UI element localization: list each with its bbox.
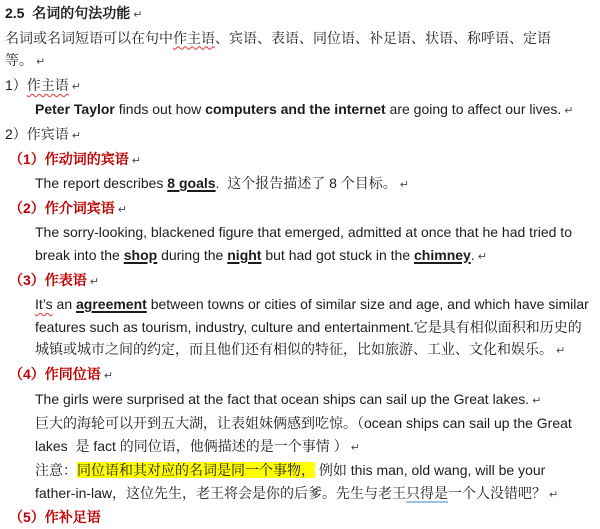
text-segment: 2）作宾语 [5,125,69,142]
note-line-2 [5,482,595,507]
text-segment: 等。 [5,52,33,69]
text-segment: The report describes [35,175,168,192]
text-segment: The girls were surprised at the fact that ocean ships can sail up the Great lakes. [35,390,530,407]
text-segment: （3）作表语 [9,271,87,288]
text-segment: agreement [76,296,147,313]
text-segment: 2.5 名词的句法功能 [5,5,131,21]
pilcrow-icon: ↵ [564,105,574,118]
appositive-translation-line-2 [5,435,595,460]
text-segment: 巨大的海轮可以开到五大湖，让表姐妹俩感到吃惊。（ocean ships can sail up the Great [35,415,572,432]
text-segment: between towns or cities of similar size and age, and which have similar [146,296,589,313]
red-subheading-5 [5,506,595,529]
pilcrow-icon: ↵ [133,9,143,21]
pilcrow-icon: ↵ [549,488,559,501]
pilcrow-icon: ↵ [350,441,360,454]
text-segment: lakes 是 fact 的同位语，他俩描述的是一个事情 ） [35,437,348,454]
text-segment: （2）作介词宾语 [9,199,115,216]
section-title [5,2,595,27]
pilcrow-icon: ↵ [532,394,542,407]
text-segment: 8 goals [167,175,216,192]
text-segment: 名词或名词短语可以在句中 [5,29,173,46]
text-segment: . 这个报告描述了 8 个目标。 [215,175,397,192]
text-segment: but had got stuck in the [261,246,415,263]
heading-object [5,123,595,148]
text-segment: 同位语和其对应的名词是同一个事物， [77,462,315,479]
text-segment: night [227,246,262,263]
text-segment: （5）作补足语 [9,509,101,526]
intro-line-2 [5,49,595,74]
pilcrow-icon: ↵ [71,80,82,93]
text-segment: 1） [5,76,27,93]
example-prep-object-line-1 [5,221,595,244]
text-segment: （1）作动词的宾语 [9,150,129,167]
red-subheading-4 [5,363,595,388]
text-segment: 例如 this man, old wang, will be your [315,462,546,479]
pilcrow-icon: ↵ [117,203,128,216]
pilcrow-icon: ↵ [131,154,142,167]
red-subheading-2 [5,197,595,222]
text-segment: father-in-law，这位先生，老王将会是你的后爹。先生与老王 [35,484,407,501]
example-prep-object-line-2 [5,244,595,269]
intro-line-1 [5,27,595,50]
text-segment: . [470,246,475,263]
text-segment: 、宾语、表语、同位语、补足语、状语、称呼语、定语 [215,29,551,46]
example-predicative-line-2 [5,316,595,339]
text-segment: shop [123,246,158,263]
text-segment: 一个人没错吧？ [448,484,547,501]
pilcrow-icon: ↵ [103,369,114,382]
note-line-1 [5,459,595,482]
red-subheading-1 [5,148,595,173]
text-segment: 注意： [35,462,77,479]
text-segment: （4）作同位语 [9,365,101,382]
text-segment: 作主语 [26,76,69,93]
text-segment: during the [157,246,228,263]
pilcrow-icon: ↵ [89,275,100,288]
example-predicative-line-3 [5,338,595,363]
text-segment: break into the [35,246,124,263]
appositive-translation-line-1 [5,412,595,435]
text-segment: Peter Taylor [35,101,115,118]
text-segment: are going to affect our lives. [385,101,562,118]
text-segment: an [52,296,76,313]
pilcrow-icon: ↵ [71,129,82,142]
example-appositive-english [5,388,595,413]
example-verb-object [5,172,595,197]
heading-subject [5,74,595,99]
text-segment: finds out how [114,101,206,118]
pilcrow-icon: ↵ [556,345,566,358]
pilcrow-icon: ↵ [399,179,409,192]
text-segment: 作主语 [173,29,215,46]
text-segment: chimney [414,246,471,263]
text-segment: 只得是 [406,485,448,504]
text-segment: 城镇或城市之间的约定，而且他们还有相似的特征，比如旅游、工业、文化和娱乐。 [35,341,553,358]
text-segment: It’s [35,296,53,313]
example-predicative-line-1 [5,293,595,316]
text-segment: The sorry-looking, blackened figure that emerged, admitted at once that he had tried to [35,224,572,241]
red-subheading-3 [5,269,595,294]
pilcrow-icon: ↵ [36,56,46,69]
text-segment: features such as tourism, industry, culture and entertainment.它是具有相似面积和历史的 [35,318,582,335]
text-segment: computers and the internet [205,101,386,118]
example-subject [5,98,595,123]
pilcrow-icon: ↵ [477,250,487,263]
document-content [5,2,595,529]
